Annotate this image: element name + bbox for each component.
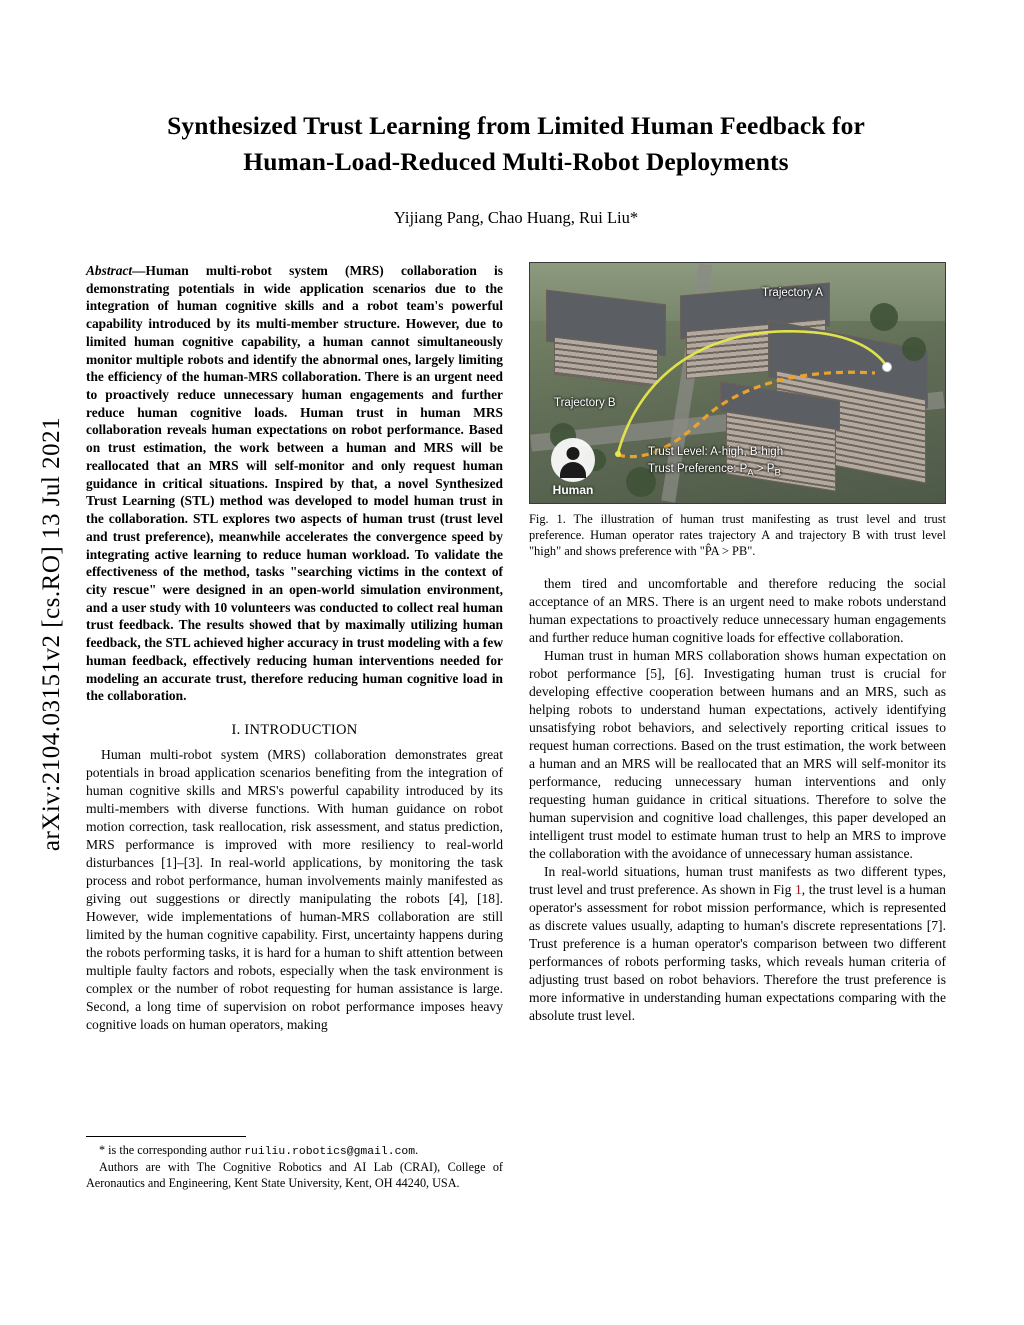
footnote-line-1-prefix: * is the corresponding author <box>99 1143 245 1158</box>
human-operator-badge <box>541 438 605 497</box>
arxiv-stamp: arXiv:2104.03151v2 [cs.RO] 13 Jul 2021 <box>38 416 65 852</box>
figure-caption-text: The illustration of human trust manifesting as trust level and trust preference. Human operator rates trajectory A and trajectory B with trust level "high" and shows preference with "P̂A > PB". <box>529 512 946 558</box>
section-heading-introduction: I. INTRODUCTION <box>231 721 358 738</box>
figure-number: Fig. 1. <box>529 512 566 526</box>
human-label: Human <box>552 483 594 497</box>
figure-1-image <box>529 262 946 504</box>
figure-1-caption <box>529 511 946 559</box>
title-line-2: Human-Load-Reduced Multi-Robot Deployments <box>243 147 789 177</box>
trajectory-b-path <box>618 372 875 456</box>
figure-label-trajectory-a: Trajectory A <box>762 287 823 299</box>
right-column <box>529 262 946 1192</box>
abstract-text: Human multi-robot system (MRS) collaboration is demonstrating potentials in wide application scenarios due to the integration of human cognitive skills and a robot team's powerful capability introduced by its multi-member structure. However, due to limited human cognitive capability, a human cannot simultaneously monitor multiple robots and identify the abnormal ones, largely limiting the efficiency of the human-MRS collaboration. There is an urgent need to proactively reduce unnecessary human engagements and further reduce human cognitive loads. Human trust in human MRS collaboration reveals human expectations on robot performance. Based on trust estimation, the work between a human and MRS will be reallocated that an MRS will self-monitor and only request human guidance in critical situations. Inspired by that, a novel Synthesized Trust Learning (STL) method was developed to model human trust in the collaboration. STL explores two aspects of human trust (trust level and trust preference), meanwhile accelerates the convergence speed by integrating active learning to reduce human workload. To validate the effectiveness of the method, tasks "searching victims in the context of city rescue" were designed in an open-world simulation environment, and a user study with 10 volunteers was conducted to collect real human trust feedback. The results showed that by maximally utilizing human feedback, the STL achieved higher accuracy in trust modeling with a few human feedback, effectively reducing human interventions needed for modeling an accurate trust, therefore reducing human cognitive load in the collaboration. <box>86 263 503 704</box>
paper-content <box>86 0 946 1325</box>
figure-label-trajectory-b: Trajectory B <box>554 397 616 409</box>
left-column <box>86 262 503 1192</box>
right-p3-prefix: In real-world situations, human trust manifests as two different types, trust level and trust preference. As shown in Fig <box>529 864 946 897</box>
footnote-divider <box>86 1136 246 1137</box>
trajectory-start-marker <box>615 451 621 457</box>
trajectory-a-path <box>618 331 887 453</box>
intro-paragraph-1: Human multi-robot system (MRS) collaboration demonstrates great potentials in broad application scenarios benefiting from the integration of human cognitive skills and MRS's powerful capability introduced by its multi-members with diverse functions. With human guidance on robot motion correction, task reallocation, risk assessment, and status prediction, MRS performance is improved with more resiliency to real-world disturbances [1]–[3]. In real-world applications, by monitoring the task process and robot performance, human involvements mainly manifested as giving out suggestions or directly manipulating the robots [4], [18]. However, wide implementations of human-MRS collaboration are still limited by the human cognitive capability. First, uncertainty happens during the robots performing tasks, it is hard for a human to shift attention between multiple faulty factors and robots, especially when the task environment is complex or the number of robot requesting for human assistance is large. Second, a long time of supervision on robot performance imposes heavy cognitive loads on human operators, making <box>86 746 503 1032</box>
trust-pref-sub-b: B <box>774 467 781 479</box>
page-title <box>86 108 946 180</box>
footnote-corresponding-author <box>86 1143 503 1160</box>
right-p3-suffix: , the trust level is a human operator's assessment for robot mission performance, which is represented as discrete values usually, adapting to human's discrete representations [7]. Trust preference is a human operator's comparison between two different performances of robots performing tasks, which reveals human criteria of adjusting trust based on robot behaviors. Therefore the trust preference is more informative in understanding human expectations comparing with the absolute trust level. <box>529 882 946 1023</box>
trust-pref-sub-a: A <box>747 467 754 479</box>
footnote-email: ruiliu.robotics@gmail.com <box>244 1146 416 1159</box>
two-column-body <box>86 262 946 1192</box>
figure-1 <box>529 262 946 559</box>
footnote-affiliation: Authors are with The Cognitive Robotics and AI Lab (CRAI), College of Aeronautics and Engineering, Kent State University, Kent, OH 44240, USA. <box>86 1160 503 1191</box>
right-paragraph-2: Human trust in human MRS collaboration shows human expectation on robot performance [5], [6]. Investigating human trust is crucial for developing effective cooperation between humans and an MRS, such as helping robots to understand human expectations, actively identifying unsatisfying robot behaviors, and selectively reporting critical issues to request human corrections. Based on the trust estimation, the work between a human and an MRS will be reallocated that an MRS will self-monitor its performance, reducing unnecessary human interventions and only requesting human guidance in critical situations. Therefore to solve the human supervision and cognitive load challenges, this paper developed an intelligent trust model to estimate human trust to help an MRS to improve the collaboration with the avoidance of unnecessary human assistance. <box>529 648 946 861</box>
footnote-line-1-suffix: . <box>415 1143 419 1158</box>
abstract-paragraph <box>86 262 503 705</box>
title-line-1: Synthesized Trust Learning from Limited Human Feedback for <box>167 111 865 140</box>
figure-label-trust-level: Trust Level: A-high, B-high <box>648 446 784 458</box>
trajectory-endpoint-marker <box>883 363 892 372</box>
figure-label-trust-preference <box>648 463 781 478</box>
trust-pref-prefix: Trust Preference: P <box>648 463 748 475</box>
right-paragraph-3 <box>529 863 946 1025</box>
right-paragraph-1: them tired and uncomfortable and therefore reducing the social acceptance of an MRS. There is an urgent need to make robots understand human expectations to proactively reduce unnecessary human engagements and further reduce human cognitive loads for effective collaboration. <box>529 576 946 645</box>
author-list: Yijiang Pang, Chao Huang, Rui Liu* <box>393 208 639 228</box>
figure-cross-reference-link[interactable]: 1 <box>794 882 802 897</box>
person-icon <box>551 438 595 482</box>
abstract-lead-label: Abstract— <box>86 263 146 278</box>
trust-pref-gt: > P <box>753 463 775 475</box>
footnote-block <box>86 1127 503 1192</box>
